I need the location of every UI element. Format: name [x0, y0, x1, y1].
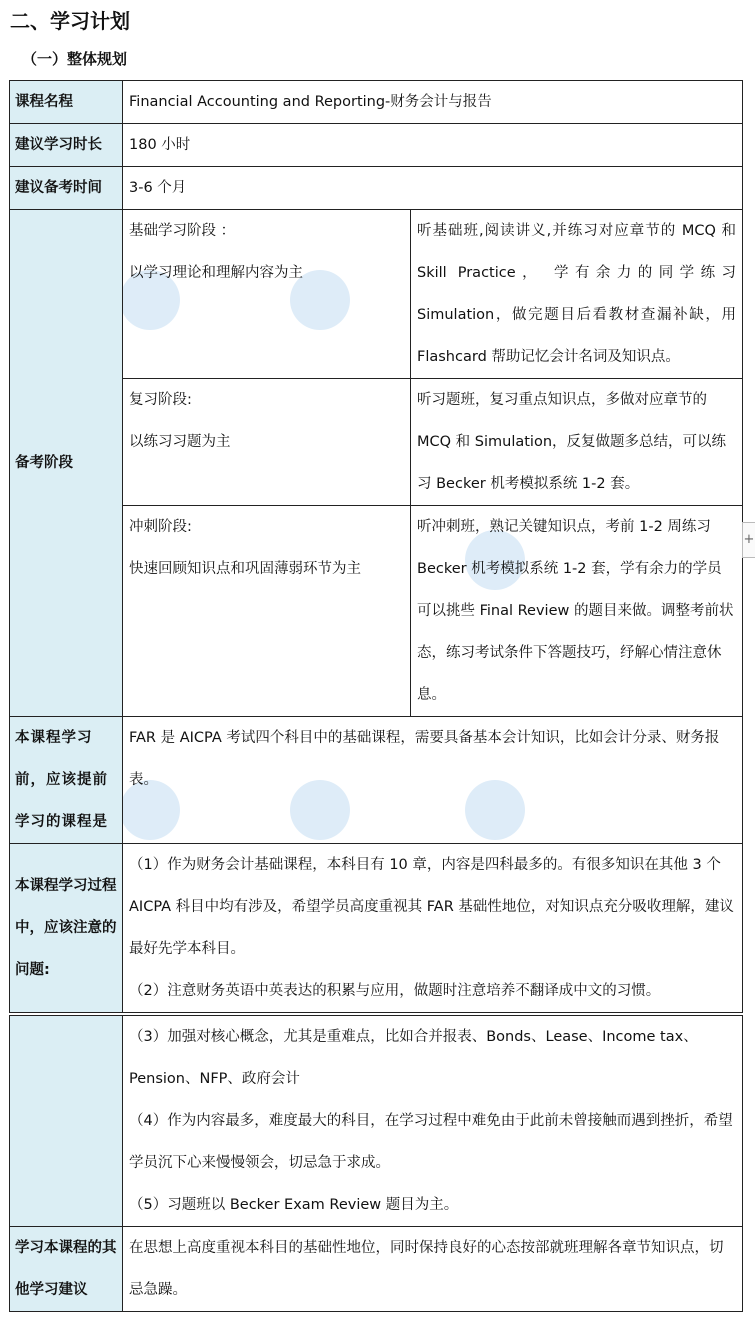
note-item: （5）习题班以 Becker Exam Review 题目为主。	[129, 1197, 459, 1213]
other-advice-value: 在思想上高度重视本科目的基础性地位，同时保持良好的心态按部就班理解各章节知识点，切忌急躁。	[123, 1227, 743, 1312]
stage-desc: 听冲刺班，熟记关键知识点，考前 1-2 周练习 Becker 机考模拟系统 1-2 套，学有余力的学员可以挑些 Final Review 的题目来做。调整考前状态，练习考试条件下答题技巧，纾解心情注意休息。	[411, 506, 743, 717]
table-row	[10, 167, 743, 210]
table-row	[10, 210, 743, 379]
stage-name: 基础学习阶段 ：	[129, 223, 236, 239]
row-label: 建议学习时长	[10, 124, 123, 167]
stage-cell	[123, 379, 411, 506]
notes-cell	[123, 844, 743, 1013]
prep-time-value: 3-6 个月	[123, 167, 743, 210]
stage-focus: 快速回顾知识点和巩固薄弱环节为主	[129, 561, 361, 577]
study-hours-value: 180 小时	[123, 124, 743, 167]
expand-button[interactable]: +	[742, 522, 755, 558]
stage-cell	[123, 506, 411, 717]
course-name-value: Financial Accounting and Reporting-财务会计与报告	[123, 81, 743, 124]
table-row	[10, 81, 743, 124]
row-label: 建议备考时间	[10, 167, 123, 210]
stage-desc: 听基础班,阅读讲义,并练习对应章节的 MCQ 和 Skill Practice， 学有余力的同学练习 Simulation，做完题目后看教材查漏补缺，用 Flashcard 帮助记忆会计名词及知识点。	[411, 210, 743, 379]
table-row	[10, 717, 743, 844]
row-label: 本课程学习前，应该提前学习的课程是	[10, 717, 123, 844]
stage-desc: 听习题班，复习重点知识点，多做对应章节的 MCQ 和 Simulation，反复做题多总结，可以练习 Becker 机考模拟系统 1-2 套。	[411, 379, 743, 506]
notes-cell	[123, 1016, 743, 1227]
plan-table-continued	[9, 1015, 743, 1312]
table-row	[10, 1016, 743, 1227]
row-label: 课程名程	[10, 81, 123, 124]
stage-focus: 以学习理论和理解内容为主	[129, 265, 303, 281]
plan-table	[9, 80, 743, 1013]
note-item: （3）加强对核心概念，尤其是重难点，比如合并报表、Bonds、Lease、Income tax、Pension、NFP、政府会计	[129, 1029, 698, 1087]
note-item: （1）作为财务会计基础课程，本科目有 10 章，内容是四科最多的。有很多知识在其他 3 个 AICPA 科目中均有涉及，希望学员高度重视其 FAR 基础性地位，对知识点充分吸收理解，建议最好先学本科目。	[129, 857, 734, 957]
row-label: 备考阶段	[10, 210, 123, 717]
row-label: 学习本课程的其他学习建议	[10, 1227, 123, 1312]
subsection-heading: （一）整体规划	[22, 50, 128, 68]
stage-name: 冲刺阶段:	[129, 519, 192, 535]
section-heading: 二、学习计划	[10, 9, 130, 33]
note-item: （2）注意财务英语中英表达的积累与应用，做题时注意培养不翻译成中文的习惯。	[129, 983, 661, 999]
note-item: （4）作为内容最多，难度最大的科目，在学习过程中难免由于此前未曾接触而遇到挫折，希望学员沉下心来慢慢领会，切忌急于求成。	[129, 1113, 733, 1171]
row-label: 本课程学习过程中，应该注意的问题:	[10, 844, 123, 1013]
stage-name: 复习阶段:	[129, 392, 192, 408]
table-row	[10, 1227, 743, 1312]
stage-cell	[123, 210, 411, 379]
table-row	[10, 124, 743, 167]
table-row	[10, 844, 743, 1013]
stage-focus: 以练习习题为主	[129, 434, 231, 450]
row-label-empty	[10, 1016, 123, 1227]
prereq-value: FAR 是 AICPA 考试四个科目中的基础课程，需要具备基本会计知识，比如会计分录、财务报表。	[123, 717, 743, 844]
